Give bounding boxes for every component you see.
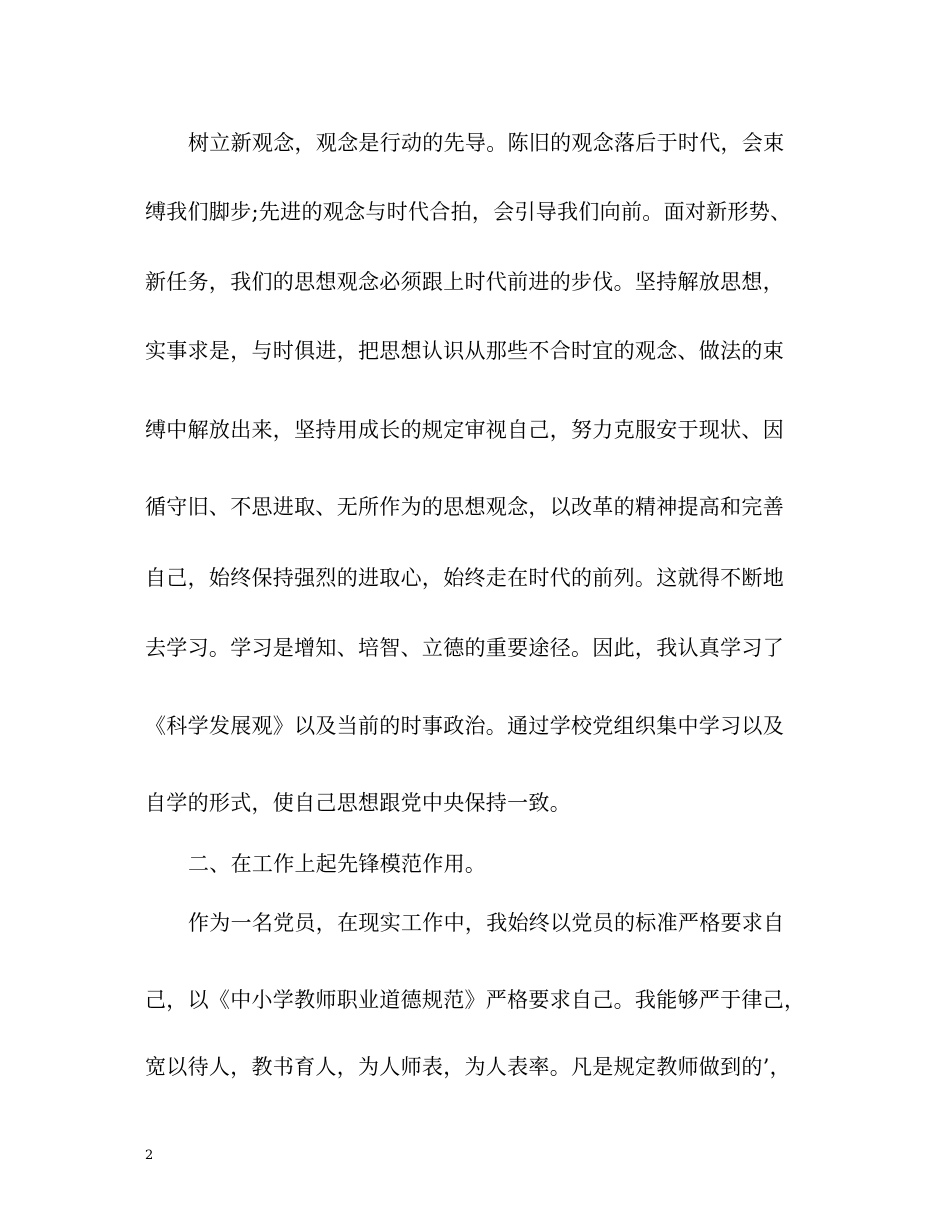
page-number: 2 (145, 1148, 154, 1163)
paragraph-line-13: 宽以待人，教书育人，为人师表，为人表率。凡是规定教师做到的’， (145, 1055, 791, 1079)
paragraph-line-7: 自己，始终保持强烈的进取心，始终走在时代的前列。这就得不断地 (145, 566, 784, 590)
paragraph-line-4: 实事求是，与时俱进，把思想认识从那些不合时宜的观念、做法的束 (145, 339, 784, 363)
paragraph-line-9: 《科学发展观》以及当前的时事政治。通过学校党组织集中学习以及 (145, 714, 784, 738)
section-heading: 二、在工作上起先锋模范作用。 (188, 852, 487, 876)
paragraph-line-3: 新任务，我们的思想观念必须跟上时代前进的步伐。坚持解放思想， (145, 270, 784, 294)
paragraph-line-5: 缚中解放出来，坚持用成长的规定审视自己，努力克服安于现状、因 (145, 418, 784, 442)
paragraph-line-1: 树立新观念，观念是行动的先导。陈旧的观念落后于时代，会束 (188, 131, 785, 155)
paragraph-line-6: 循守旧、不思进取、无所作为的思想观念，以改革的精神提高和完善 (145, 495, 784, 519)
paragraph-line-2: 缚我们脚步;先进的观念与时代合拍，会引导我们向前。面对新形势、 (145, 200, 792, 224)
paragraph-line-12: 己，以《中小学教师职业道德规范》严格要求自己。我能够严于律己， (145, 988, 806, 1012)
paragraph-line-10: 自学的形式，使自己思想跟党中央保持一致。 (145, 791, 571, 815)
paragraph-line-8: 去学习。学习是增知、培智、立德的重要途径。因此，我认真学习了 (145, 636, 784, 660)
paragraph-line-11: 作为一名党员，在现实工作中，我始终以党员的标准严格要求自 (188, 911, 785, 935)
